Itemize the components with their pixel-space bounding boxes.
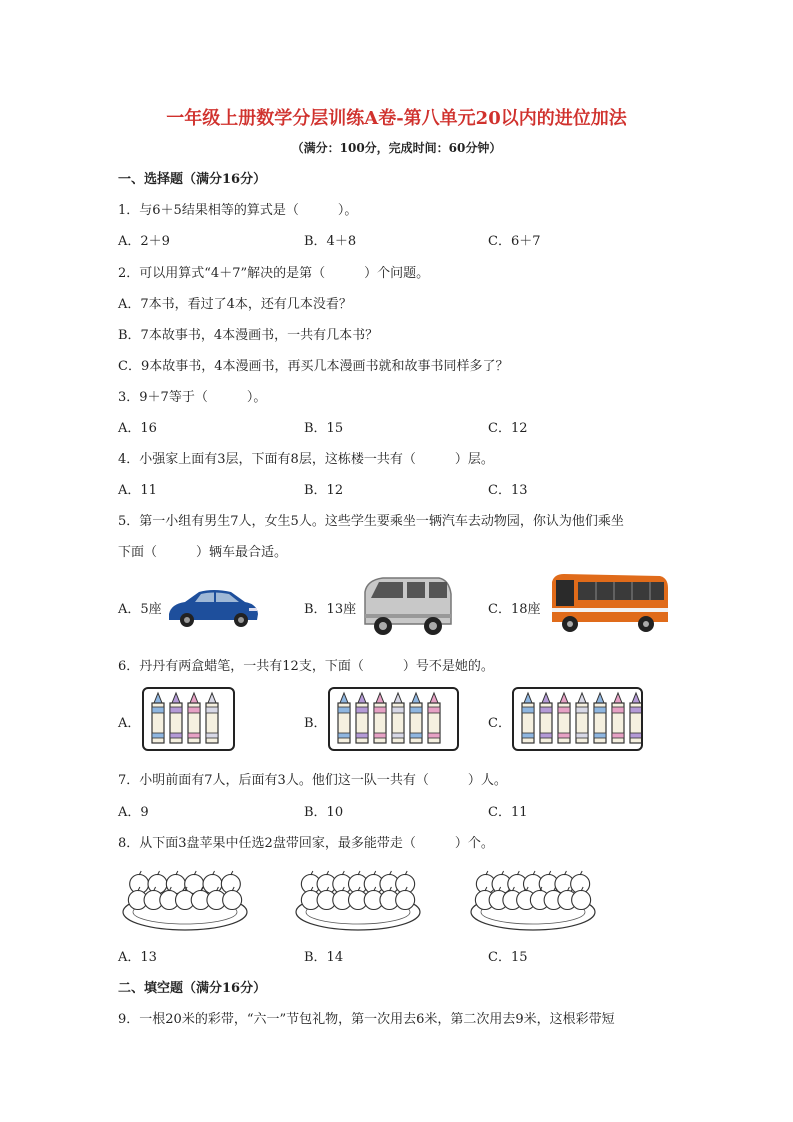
question-6-option-b[interactable]: B． <box>304 716 327 731</box>
question-5-stem-line2: 下面（ ）辆车最合适。 <box>118 545 288 560</box>
question-2-option-c[interactable]: C．9本故事书，4本漫画书，再买几本漫画书就和故事书同样多了？ <box>118 359 509 374</box>
apple-icon <box>148 871 167 894</box>
crayon-box-b <box>328 687 459 751</box>
question-4-option-c[interactable]: C．13 <box>488 483 528 498</box>
question-7-option-c[interactable]: C．11 <box>488 805 528 820</box>
question-5-option-c[interactable]: C．18座 <box>488 602 541 617</box>
crayon-icon <box>558 693 570 743</box>
question-1-option-b[interactable]: B．4＋8 <box>304 234 357 249</box>
section-choice-title: 一、选择题（满分16分） <box>118 172 267 187</box>
question-8-option-c[interactable]: C．15 <box>488 950 528 965</box>
question-3-option-a[interactable]: A．16 <box>118 421 157 436</box>
crayon-icon <box>188 693 200 743</box>
question-8-stem: 8．从下面3盘苹果中任选2盘带回家，最多能带走（ ）个。 <box>118 836 494 851</box>
question-5-stem-line1: 5．第一小组有男生7人，女生5人。这些学生要乘坐一辆汽车去动物园，你认为他们乘坐 <box>118 514 624 529</box>
question-3-option-b[interactable]: B．15 <box>304 421 344 436</box>
question-6-option-a[interactable]: A． <box>118 716 141 731</box>
crayon-icon <box>392 693 404 743</box>
question-1-option-a[interactable]: A．2＋9 <box>118 234 170 249</box>
car-picture <box>165 584 261 628</box>
question-8-option-b[interactable]: B．14 <box>304 950 344 965</box>
question-2-stem: 2．可以用算式“4＋7”解决的是第（ ）个问题。 <box>118 266 430 281</box>
crayon-icon <box>152 693 164 743</box>
question-8-option-a[interactable]: A．13 <box>118 950 157 965</box>
crayon-icon <box>338 693 350 743</box>
apple-icon <box>203 871 222 894</box>
crayon-icon <box>630 693 641 743</box>
question-5-option-b[interactable]: B．13座 <box>304 602 357 617</box>
crayon-box-c <box>512 687 643 751</box>
crayon-icon <box>356 693 368 743</box>
question-1-option-c[interactable]: C．6＋7 <box>488 234 541 249</box>
crayon-group-b <box>330 689 457 749</box>
question-9-stem: 9．一根20米的彩带，“六一”节包礼物，第一次用去6米，第二次用去9米，这根彩带短 <box>118 1012 615 1027</box>
question-3-option-c[interactable]: C．12 <box>488 421 528 436</box>
question-7-stem: 7．小明前面有7人，后面有3人。他们这一队一共有（ ）人。 <box>118 773 507 788</box>
question-5-option-a[interactable]: A．5座 <box>118 602 162 617</box>
question-4-stem: 4．小强家上面有3层，下面有8层，这栋楼一共有（ ）层。 <box>118 452 494 467</box>
question-3-stem: 3．9＋7等于（ ）。 <box>118 390 267 405</box>
crayon-icon <box>576 693 588 743</box>
question-6-stem: 6．丹丹有两盒蜡笔，一共有12支，下面（ ）号不是她的。 <box>118 659 494 674</box>
crayon-group-a <box>144 689 233 749</box>
crayon-box-a <box>142 687 235 751</box>
crayon-icon <box>428 693 440 743</box>
question-2-option-b[interactable]: B．7本故事书，4本漫画书，一共有几本书？ <box>118 328 379 343</box>
apple-plate-b <box>293 862 423 932</box>
question-2-option-a[interactable]: A．7本书，看过了4本，还有几本没看？ <box>118 297 352 312</box>
question-4-option-b[interactable]: B．12 <box>304 483 344 498</box>
bus-picture <box>548 572 670 634</box>
question-1-stem: 1．与6＋5结果相等的算式是（ ）。 <box>118 203 358 218</box>
crayon-icon <box>374 693 386 743</box>
crayon-icon <box>170 693 182 743</box>
page-title: 一年级上册数学分层训练A卷-第八单元20以内的进位加法 <box>166 108 627 129</box>
crayon-icon <box>522 693 534 743</box>
crayon-icon <box>594 693 606 743</box>
crayon-icon <box>206 693 218 743</box>
page-subtitle: （满分：100分，完成时间：60分钟） <box>291 141 502 155</box>
crayon-icon <box>540 693 552 743</box>
apple-plate-a <box>120 862 250 932</box>
question-4-option-a[interactable]: A．11 <box>118 483 157 498</box>
crayon-group-c <box>514 689 641 749</box>
question-7-option-b[interactable]: B．10 <box>304 805 344 820</box>
question-6-option-c[interactable]: C． <box>488 716 511 731</box>
van-picture <box>359 574 455 638</box>
section-fill-title: 二、填空题（满分16分） <box>118 981 267 996</box>
crayon-icon <box>410 693 422 743</box>
question-7-option-a[interactable]: A．9 <box>118 805 149 820</box>
crayon-icon <box>612 693 624 743</box>
apple-plate-c <box>468 862 598 932</box>
